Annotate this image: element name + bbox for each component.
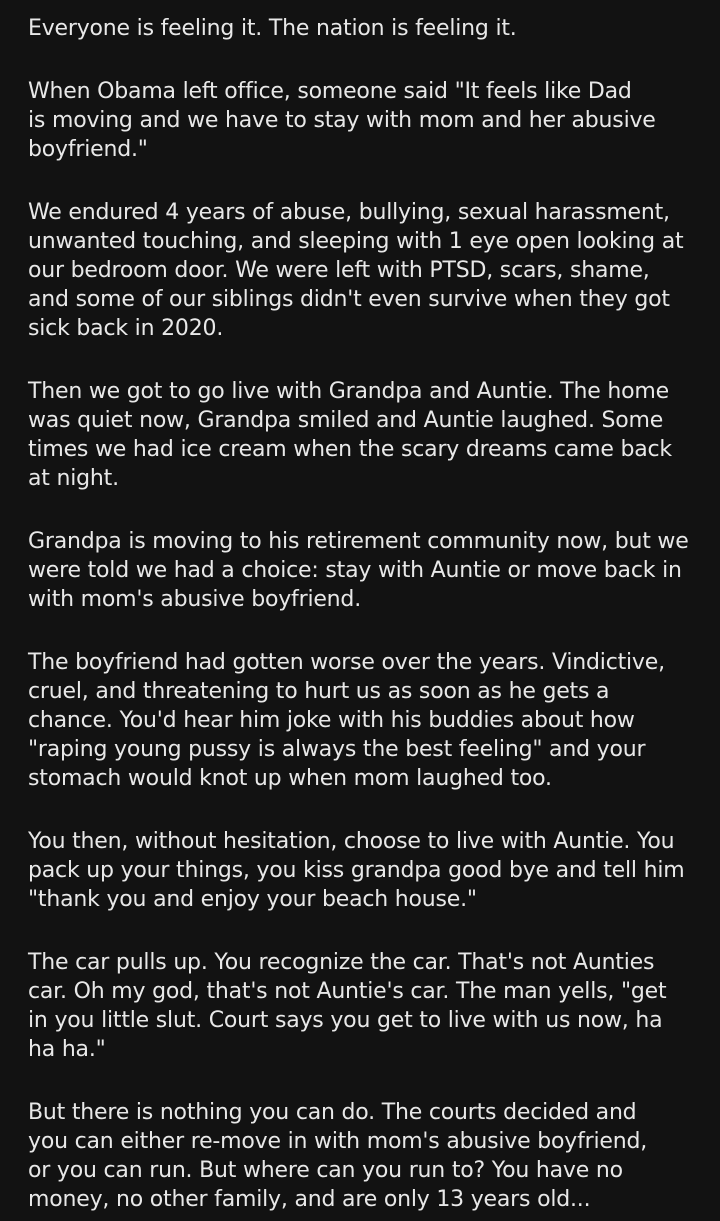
paragraph-4: Then we got to go live with Grandpa and Auntie. The home was quiet now, Grandpa smiled and Auntie laughed. Some times we had ice cream when the scary dreams came back at night. (28, 379, 672, 491)
post-body (28, 14, 700, 1214)
paragraph-3: We endured 4 years of abuse, bullying, sexual harassment, unwanted touching, and sleeping with 1 eye open looking at our bedroom door. We were left with PTSD, scars, shame, and some of our siblings didn't even survive when they got sick back in 2020. (28, 200, 684, 341)
paragraph-2: When Obama left office, someone said "It feels like Dad is moving and we have to stay with mom and her abusive boyfriend." (28, 79, 656, 162)
paragraph-6: The boyfriend had gotten worse over the years. Vindictive, cruel, and threatening to hurt us as soon as he gets a chance. You'd hear him joke with his buddies about how "raping young pussy is always the best feeling" and your stomach would knot up when mom laughed too. (28, 650, 665, 791)
paragraph-5: Grandpa is moving to his retirement community now, but we were told we had a choice: stay with Auntie or move back in with mom's abusive boyfriend. (28, 529, 689, 612)
paragraph-9: But there is nothing you can do. The courts decided and you can either re-move in with mom's abusive boyfriend, or you can run. But where can you run to? You have no money, no other family, and are only 13 years old... (28, 1100, 648, 1212)
paragraph-1: Everyone is feeling it. The nation is feeling it. (28, 16, 517, 41)
paragraph-8: The car pulls up. You recognize the car. That's not Aunties car. Oh my god, that's not Auntie's car. The man yells, "get in you little slut. Court says you get to live with us now, ha ha ha." (28, 950, 667, 1062)
paragraph-7: You then, without hesitation, choose to live with Auntie. You pack up your things, you kiss grandpa good bye and tell him "thank you and enjoy your beach house." (28, 829, 685, 912)
